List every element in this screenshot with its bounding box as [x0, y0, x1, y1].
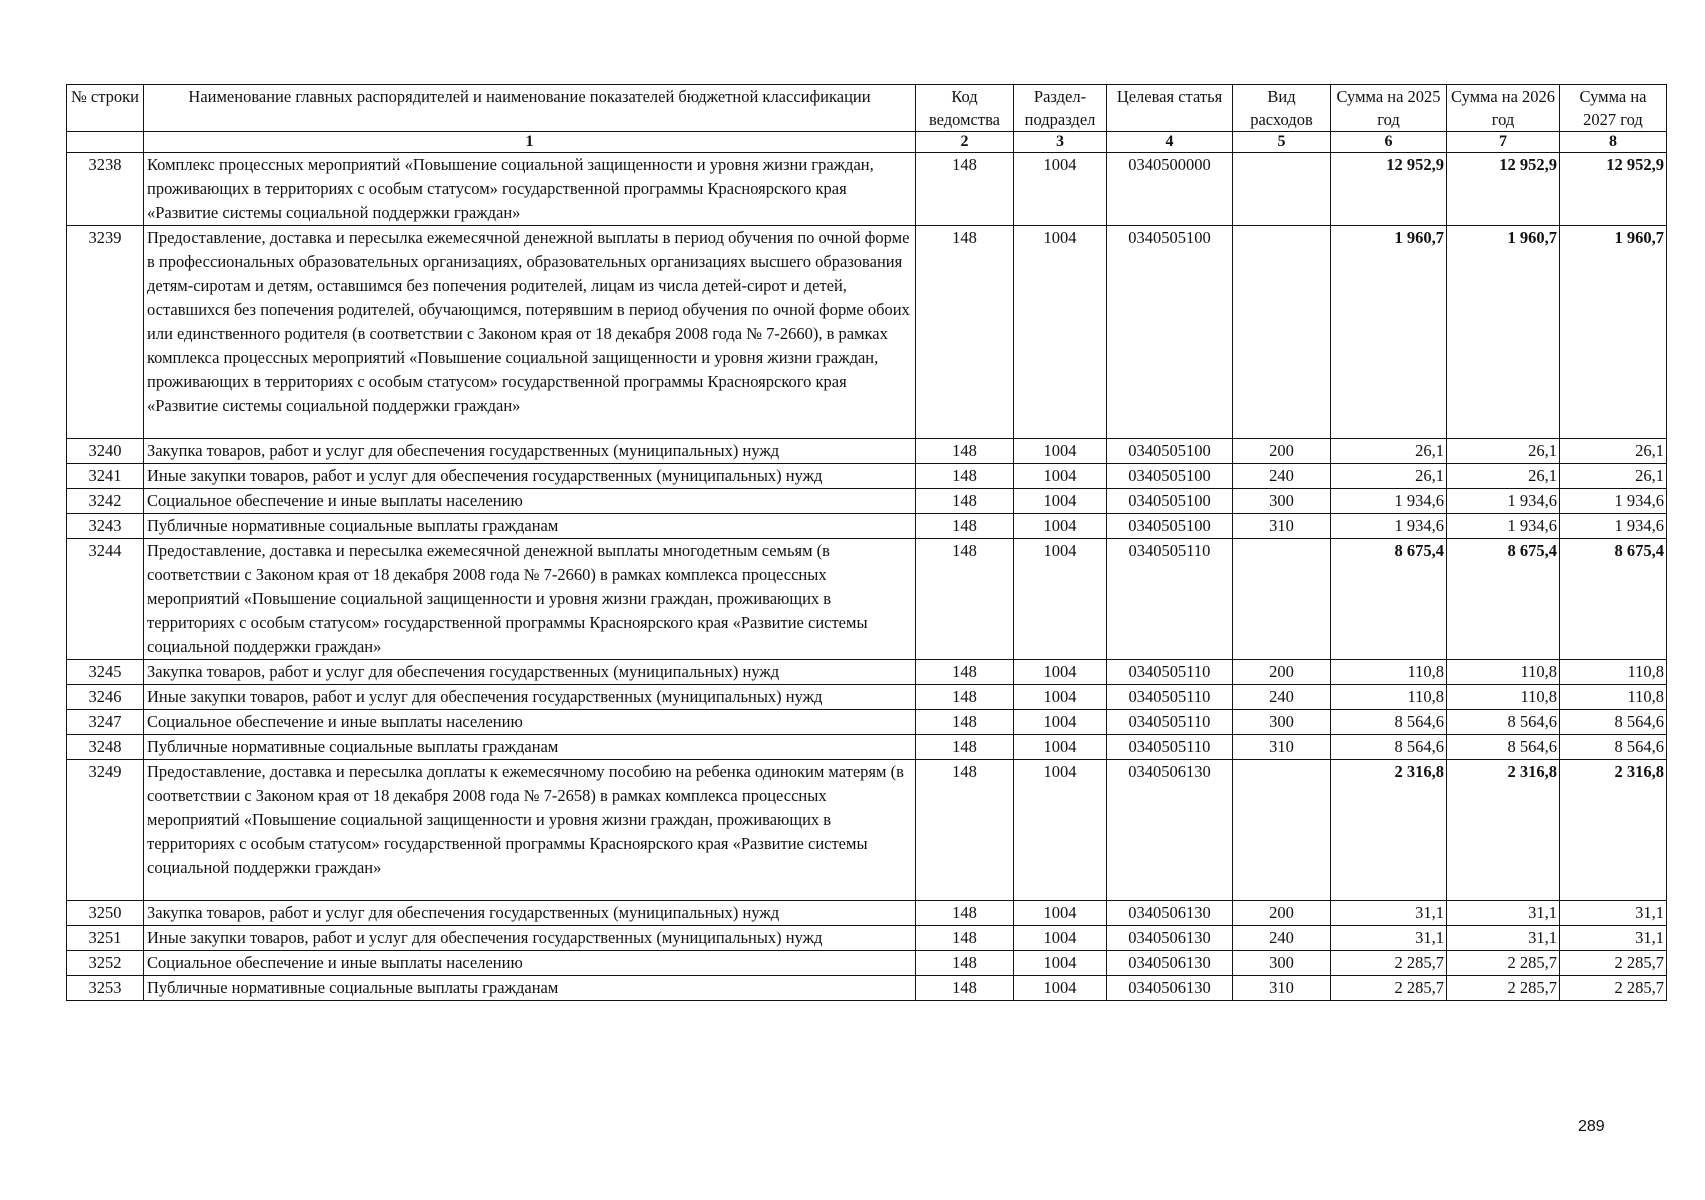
header-section: Раздел-подраздел	[1014, 85, 1107, 132]
row-target: 0340506130	[1107, 901, 1233, 926]
row-name: Иные закупки товаров, работ и услуг для обеспечения государственных (муниципальных) нужд	[144, 926, 916, 951]
table-row	[67, 760, 1667, 901]
table-row	[67, 926, 1667, 951]
row-sum-2027: 1 934,6	[1560, 514, 1667, 539]
row-name: Предоставление, доставка и пересылка доплаты к ежемесячному пособию на ребенка одиноким матерям (в соответствии с Законом края от 18 декабря 2008 года № 7-2658) в рамках комплекса процессных мероприятий «Повышение социальной защищенности и уровня жизни граждан, проживающих в территориях с особым статусом» государственной программы Красноярского края «Развитие системы социальной поддержки граждан»	[144, 760, 916, 901]
row-section: 1004	[1014, 901, 1107, 926]
row-number: 3252	[67, 951, 144, 976]
row-number: 3239	[67, 226, 144, 439]
row-section: 1004	[1014, 760, 1107, 901]
row-expense-type: 200	[1233, 660, 1331, 685]
column-index-row	[67, 132, 1667, 153]
column-index: 6	[1331, 132, 1447, 153]
row-section: 1004	[1014, 153, 1107, 226]
row-sum-2027: 8 675,4	[1560, 539, 1667, 660]
row-sum-2026: 1 934,6	[1447, 489, 1560, 514]
column-index: 2	[916, 132, 1014, 153]
row-sum-2027: 2 316,8	[1560, 760, 1667, 901]
table-row	[67, 685, 1667, 710]
row-name: Социальное обеспечение и иные выплаты населению	[144, 710, 916, 735]
row-sum-2025: 110,8	[1331, 660, 1447, 685]
row-section: 1004	[1014, 660, 1107, 685]
row-number: 3245	[67, 660, 144, 685]
row-sum-2026: 8 675,4	[1447, 539, 1560, 660]
row-number: 3247	[67, 710, 144, 735]
row-sum-2027: 26,1	[1560, 464, 1667, 489]
row-sum-2025: 1 960,7	[1331, 226, 1447, 439]
row-sum-2027: 12 952,9	[1560, 153, 1667, 226]
row-sum-2027: 31,1	[1560, 901, 1667, 926]
row-sum-2025: 8 564,6	[1331, 735, 1447, 760]
row-section: 1004	[1014, 489, 1107, 514]
row-sum-2026: 1 934,6	[1447, 514, 1560, 539]
table-row	[67, 464, 1667, 489]
row-target: 0340505110	[1107, 710, 1233, 735]
row-sum-2025: 1 934,6	[1331, 489, 1447, 514]
table-row	[67, 735, 1667, 760]
row-sum-2026: 110,8	[1447, 660, 1560, 685]
row-sum-2026: 31,1	[1447, 901, 1560, 926]
row-sum-2027: 8 564,6	[1560, 710, 1667, 735]
row-section: 1004	[1014, 735, 1107, 760]
row-number: 3249	[67, 760, 144, 901]
row-expense-type	[1233, 539, 1331, 660]
row-expense-type: 200	[1233, 901, 1331, 926]
row-number: 3253	[67, 976, 144, 1001]
budget-table	[66, 84, 1667, 1001]
row-target: 0340505100	[1107, 514, 1233, 539]
column-index: 4	[1107, 132, 1233, 153]
column-index: 8	[1560, 132, 1667, 153]
row-target: 0340505100	[1107, 226, 1233, 439]
row-number: 3248	[67, 735, 144, 760]
row-expense-type: 310	[1233, 514, 1331, 539]
row-sum-2025: 26,1	[1331, 464, 1447, 489]
row-sum-2025: 2 316,8	[1331, 760, 1447, 901]
row-section: 1004	[1014, 976, 1107, 1001]
table-row	[67, 951, 1667, 976]
row-target: 0340506130	[1107, 926, 1233, 951]
row-name: Социальное обеспечение и иные выплаты населению	[144, 951, 916, 976]
row-number: 3242	[67, 489, 144, 514]
column-index: 5	[1233, 132, 1331, 153]
row-name: Закупка товаров, работ и услуг для обеспечения государственных (муниципальных) нужд	[144, 901, 916, 926]
row-name: Публичные нормативные социальные выплаты гражданам	[144, 514, 916, 539]
row-sum-2025: 8 675,4	[1331, 539, 1447, 660]
row-dept-code: 148	[916, 539, 1014, 660]
row-section: 1004	[1014, 710, 1107, 735]
header-name: Наименование главных распорядителей и наименование показателей бюджетной классификации	[144, 85, 916, 132]
row-sum-2027: 2 285,7	[1560, 951, 1667, 976]
row-expense-type	[1233, 153, 1331, 226]
row-sum-2027: 1 934,6	[1560, 489, 1667, 514]
header-sum-2026: Сумма на 2026 год	[1447, 85, 1560, 132]
row-dept-code: 148	[916, 926, 1014, 951]
row-sum-2026: 8 564,6	[1447, 735, 1560, 760]
table-row	[67, 514, 1667, 539]
row-target: 0340506130	[1107, 760, 1233, 901]
row-dept-code: 148	[916, 710, 1014, 735]
row-sum-2026: 2 285,7	[1447, 951, 1560, 976]
row-sum-2025: 8 564,6	[1331, 710, 1447, 735]
row-section: 1004	[1014, 439, 1107, 464]
row-section: 1004	[1014, 685, 1107, 710]
row-expense-type: 240	[1233, 685, 1331, 710]
budget-table-sheet	[66, 84, 1666, 1001]
row-section: 1004	[1014, 464, 1107, 489]
header-sum-2025: Сумма на 2025 год	[1331, 85, 1447, 132]
header-sum-2027: Сумма на 2027 год	[1560, 85, 1667, 132]
row-sum-2025: 12 952,9	[1331, 153, 1447, 226]
row-target: 0340505110	[1107, 660, 1233, 685]
row-expense-type: 240	[1233, 464, 1331, 489]
row-sum-2025: 31,1	[1331, 926, 1447, 951]
row-number: 3241	[67, 464, 144, 489]
row-expense-type: 300	[1233, 710, 1331, 735]
column-index: 7	[1447, 132, 1560, 153]
row-sum-2026: 2 285,7	[1447, 976, 1560, 1001]
header-dept-code: Код ведомства	[916, 85, 1014, 132]
row-section: 1004	[1014, 926, 1107, 951]
table-row	[67, 901, 1667, 926]
row-number: 3240	[67, 439, 144, 464]
row-name: Иные закупки товаров, работ и услуг для обеспечения государственных (муниципальных) нужд	[144, 464, 916, 489]
row-name: Публичные нормативные социальные выплаты гражданам	[144, 976, 916, 1001]
row-sum-2026: 8 564,6	[1447, 710, 1560, 735]
row-target: 0340506130	[1107, 951, 1233, 976]
header-target: Целевая статья	[1107, 85, 1233, 132]
row-number: 3251	[67, 926, 144, 951]
row-dept-code: 148	[916, 760, 1014, 901]
header-expense-type: Вид расходов	[1233, 85, 1331, 132]
table-row	[67, 226, 1667, 439]
row-sum-2027: 8 564,6	[1560, 735, 1667, 760]
row-number: 3244	[67, 539, 144, 660]
row-sum-2026: 26,1	[1447, 439, 1560, 464]
row-sum-2027: 1 960,7	[1560, 226, 1667, 439]
row-dept-code: 148	[916, 976, 1014, 1001]
table-row	[67, 153, 1667, 226]
row-sum-2025: 110,8	[1331, 685, 1447, 710]
row-target: 0340505100	[1107, 439, 1233, 464]
row-section: 1004	[1014, 951, 1107, 976]
row-dept-code: 148	[916, 439, 1014, 464]
row-number: 3250	[67, 901, 144, 926]
row-section: 1004	[1014, 539, 1107, 660]
row-sum-2027: 26,1	[1560, 439, 1667, 464]
row-dept-code: 148	[916, 464, 1014, 489]
row-target: 0340505100	[1107, 464, 1233, 489]
row-dept-code: 148	[916, 901, 1014, 926]
row-target: 0340505110	[1107, 539, 1233, 660]
row-name: Публичные нормативные социальные выплаты гражданам	[144, 735, 916, 760]
row-expense-type: 200	[1233, 439, 1331, 464]
row-sum-2026: 31,1	[1447, 926, 1560, 951]
row-dept-code: 148	[916, 153, 1014, 226]
table-row	[67, 539, 1667, 660]
row-name: Предоставление, доставка и пересылка ежемесячной денежной выплаты в период обучения по очной форме в профессиональных образовательных организациях, образовательных организациях высшего образования детям-сиротам и детям, оставшимся без попечения родителей, лицам из числа детей-сирот и детей, оставшихся без попечения родителей, обучающимся, потерявшим в период обучения по очной форме обоих или единственного родителя (в соответствии с Законом края от 18 декабря 2008 года № 7-2660), в рамках комплекса процессных мероприятий «Повышение социальной защищенности и уровня жизни граждан, проживающих в территориях с особым статусом» государственной программы Красноярского края «Развитие системы социальной поддержки граждан»	[144, 226, 916, 439]
table-row	[67, 976, 1667, 1001]
table-row	[67, 710, 1667, 735]
table-row	[67, 439, 1667, 464]
row-target: 0340500000	[1107, 153, 1233, 226]
row-name: Предоставление, доставка и пересылка ежемесячной денежной выплаты многодетным семьям (в соответствии с Законом края от 18 декабря 2008 года № 7-2660) в рамках комплекса процессных мероприятий «Повышение социальной защищенности и уровня жизни граждан, проживающих в территориях с особым статусом» государственной программы Красноярского края «Развитие системы социальной поддержки граждан»	[144, 539, 916, 660]
row-target: 0340506130	[1107, 976, 1233, 1001]
row-name: Социальное обеспечение и иные выплаты населению	[144, 489, 916, 514]
row-sum-2026: 110,8	[1447, 685, 1560, 710]
column-index	[67, 132, 144, 153]
row-dept-code: 148	[916, 514, 1014, 539]
table-body	[67, 153, 1667, 1001]
row-expense-type: 310	[1233, 976, 1331, 1001]
row-section: 1004	[1014, 226, 1107, 439]
table-row	[67, 660, 1667, 685]
row-expense-type: 300	[1233, 489, 1331, 514]
row-expense-type: 240	[1233, 926, 1331, 951]
row-expense-type: 300	[1233, 951, 1331, 976]
row-number: 3238	[67, 153, 144, 226]
row-sum-2027: 31,1	[1560, 926, 1667, 951]
row-dept-code: 148	[916, 226, 1014, 439]
row-name: Комплекс процессных мероприятий «Повышение социальной защищенности и уровня жизни граждан, проживающих в территориях с особым статусом» государственной программы Красноярского края «Развитие системы социальной поддержки граждан»	[144, 153, 916, 226]
row-name: Закупка товаров, работ и услуг для обеспечения государственных (муниципальных) нужд	[144, 660, 916, 685]
row-sum-2027: 110,8	[1560, 660, 1667, 685]
row-target: 0340505110	[1107, 735, 1233, 760]
row-name: Иные закупки товаров, работ и услуг для обеспечения государственных (муниципальных) нужд	[144, 685, 916, 710]
row-sum-2025: 26,1	[1331, 439, 1447, 464]
table-row	[67, 489, 1667, 514]
row-sum-2026: 2 316,8	[1447, 760, 1560, 901]
row-target: 0340505110	[1107, 685, 1233, 710]
row-sum-2026: 26,1	[1447, 464, 1560, 489]
row-sum-2026: 1 960,7	[1447, 226, 1560, 439]
row-sum-2026: 12 952,9	[1447, 153, 1560, 226]
row-number: 3246	[67, 685, 144, 710]
row-name: Закупка товаров, работ и услуг для обеспечения государственных (муниципальных) нужд	[144, 439, 916, 464]
column-index: 1	[144, 132, 916, 153]
row-number: 3243	[67, 514, 144, 539]
row-sum-2025: 2 285,7	[1331, 951, 1447, 976]
row-dept-code: 148	[916, 951, 1014, 976]
column-index: 3	[1014, 132, 1107, 153]
row-sum-2025: 2 285,7	[1331, 976, 1447, 1001]
row-section: 1004	[1014, 514, 1107, 539]
row-sum-2025: 31,1	[1331, 901, 1447, 926]
row-sum-2025: 1 934,6	[1331, 514, 1447, 539]
row-dept-code: 148	[916, 735, 1014, 760]
row-target: 0340505100	[1107, 489, 1233, 514]
row-expense-type: 310	[1233, 735, 1331, 760]
page-number: 289	[1578, 1118, 1605, 1135]
row-expense-type	[1233, 760, 1331, 901]
row-dept-code: 148	[916, 660, 1014, 685]
row-dept-code: 148	[916, 489, 1014, 514]
row-sum-2027: 2 285,7	[1560, 976, 1667, 1001]
row-sum-2027: 110,8	[1560, 685, 1667, 710]
row-expense-type	[1233, 226, 1331, 439]
row-dept-code: 148	[916, 685, 1014, 710]
table-header-row	[67, 85, 1667, 132]
header-row-number: № строки	[67, 85, 144, 132]
